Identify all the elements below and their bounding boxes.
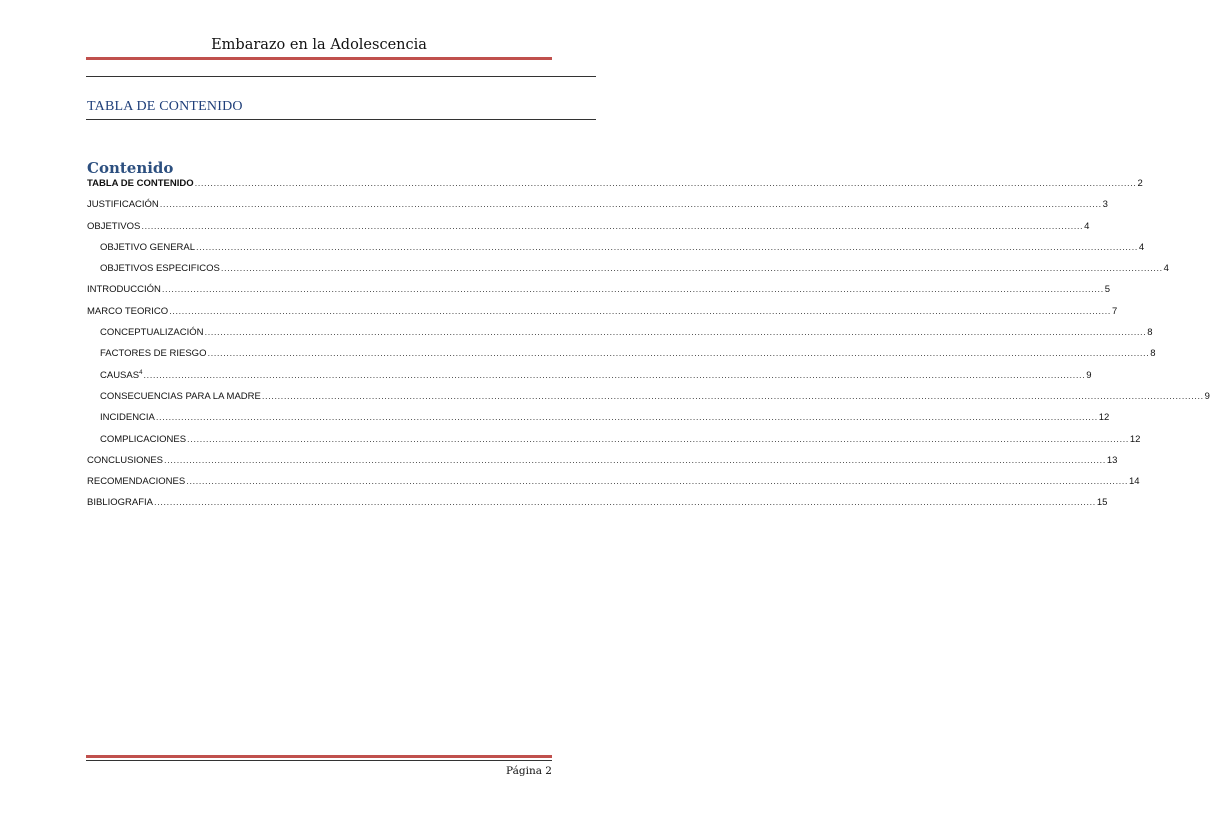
toc-entry[interactable] (87, 369, 1092, 391)
toc-entry-label: TABLA DE CONTENIDO (87, 178, 194, 189)
toc-entry[interactable] (87, 284, 1111, 305)
page-header-title: Embarazo en la Adolescencia (211, 37, 427, 53)
toc-entry[interactable] (87, 476, 1140, 497)
toc-entry[interactable] (87, 412, 1110, 433)
toc-heading: TABLA DE CONTENIDO (87, 99, 243, 114)
toc-leader-dots: ............................................................................................................................................................................................................................................................................................................ (164, 454, 1106, 466)
toc-entry-page: 12 (1098, 412, 1110, 424)
toc-entry-page: 8 (1150, 348, 1156, 360)
toc-entry-label: COMPLICACIONES (100, 433, 187, 445)
toc-entry[interactable] (87, 390, 1210, 412)
toc-entry[interactable] (87, 220, 1090, 242)
toc-leader-dots: ............................................................................................................................................................................................................................................................................................................ (154, 497, 1096, 509)
toc-entry[interactable] (87, 327, 1153, 348)
footer-divider (86, 760, 552, 761)
toc-list (87, 178, 1210, 519)
toc-leader-dots: ............................................................................................................................................................................................................................................................................................................ (143, 369, 1086, 381)
toc-entry-label: INCIDENCIA (100, 412, 155, 424)
toc-entry-label: MARCO TEORICO (87, 305, 169, 317)
toc-entry-page: 14 (1129, 476, 1140, 488)
contents-title: Contenido (87, 159, 174, 177)
toc-leader-dots: ............................................................................................................................................................................................................................................................................................................ (186, 476, 1129, 488)
toc-entry[interactable] (87, 199, 1108, 220)
toc-entry-label: INTRODUCCIÓN (87, 284, 161, 296)
toc-entry[interactable] (87, 305, 1118, 327)
toc-entry-page: 13 (1106, 454, 1118, 466)
toc-entry[interactable] (87, 241, 1145, 263)
toc-entry-page: 9 (1204, 390, 1210, 402)
toc-entry-label: CAUSAS$^4$ (100, 369, 143, 381)
toc-leader-dots: ............................................................................................................................................................................................................................................................................................................ (155, 412, 1098, 424)
toc-entry-page: 4 (1138, 241, 1145, 253)
toc-leader-dots: ............................................................................................................................................................................................................................................................................................................ (141, 220, 1084, 232)
toc-entry-label: RECOMENDACIONES (87, 476, 186, 488)
footer-accent-rule (86, 755, 552, 758)
toc-heading-rule (86, 119, 596, 120)
toc-entry-page: 7 (1111, 305, 1118, 317)
toc-entry-page: 15 (1096, 497, 1108, 509)
toc-entry[interactable] (87, 497, 1108, 518)
toc-entry-page: 3 (1102, 199, 1108, 211)
toc-entry[interactable] (87, 348, 1156, 369)
toc-leader-dots: ............................................................................................................................................................................................................................................................................................................ (161, 284, 1104, 296)
toc-leader-dots: ............................................................................................................................................................................................................................................................................................................ (196, 241, 1138, 253)
toc-entry-page: 9 (1086, 369, 1092, 381)
header-divider (86, 76, 596, 77)
toc-entry-label: CONSECUENCIAS PARA LA MADRE (100, 390, 261, 402)
toc-leader-dots: ............................................................................................................................................................................................................................................................................................................ (194, 178, 1137, 189)
toc-entry-label: FACTORES DE RIESGO (100, 348, 207, 360)
toc-entry-page: 5 (1104, 284, 1111, 296)
toc-entry-label: CONCLUSIONES (87, 454, 164, 466)
toc-entry-label: OBJETIVOS (87, 220, 141, 232)
toc-entry[interactable] (87, 454, 1118, 476)
footer-page-number: Página 2 (506, 765, 552, 777)
toc-leader-dots: ............................................................................................................................................................................................................................................................................................................ (169, 305, 1111, 317)
toc-leader-dots: ............................................................................................................................................................................................................................................................................................................ (204, 327, 1147, 339)
toc-entry-page: 8 (1147, 327, 1153, 339)
toc-entry[interactable] (87, 178, 1143, 199)
toc-entry-page: 4 (1163, 263, 1169, 275)
toc-entry-page: 2 (1137, 178, 1143, 189)
toc-entry-page: 4 (1084, 220, 1090, 232)
toc-leader-dots: ............................................................................................................................................................................................................................................................................................................ (261, 390, 1204, 402)
toc-entry-label: JUSTIFICACIÓN (87, 199, 159, 211)
toc-entry-page: 12 (1129, 433, 1141, 445)
toc-leader-dots: ............................................................................................................................................................................................................................................................................................................ (220, 263, 1163, 275)
toc-leader-dots: ............................................................................................................................................................................................................................................................................................................ (207, 348, 1150, 360)
toc-entry-label: OBJETIVO GENERAL (100, 241, 196, 253)
toc-entry[interactable] (87, 433, 1141, 455)
toc-entry[interactable] (87, 263, 1169, 284)
toc-leader-dots: ............................................................................................................................................................................................................................................................................................................ (187, 433, 1129, 445)
toc-entry-label: CONCEPTUALIZACIÓN (100, 327, 204, 339)
footnote-ref: 4 (139, 369, 143, 376)
toc-leader-dots: ............................................................................................................................................................................................................................................................................................................ (159, 199, 1102, 211)
toc-entry-label: OBJETIVOS ESPECIFICOS (100, 263, 220, 275)
header-accent-rule (86, 57, 552, 60)
toc-entry-label: BIBLIOGRAFIA (87, 497, 153, 509)
